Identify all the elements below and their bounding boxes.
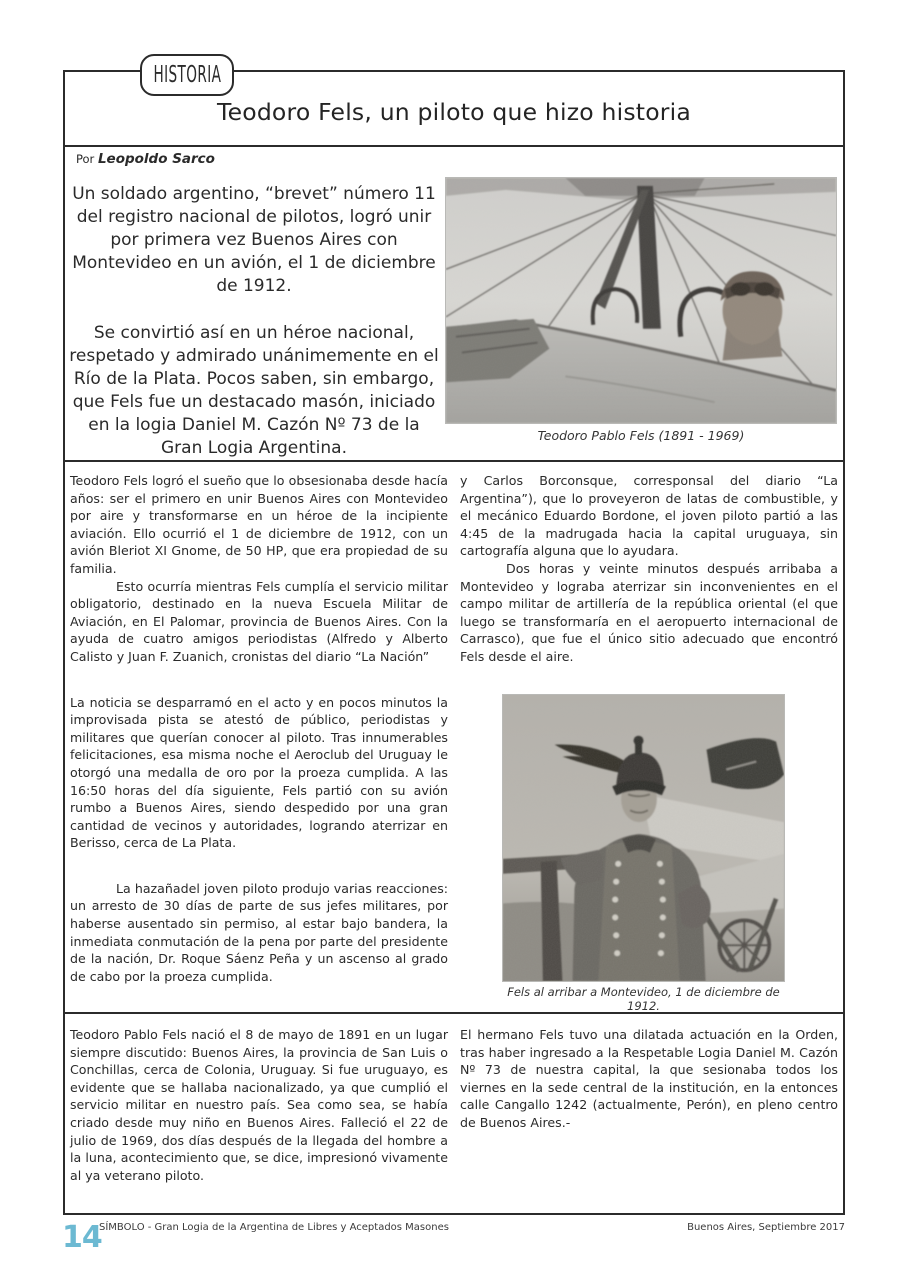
photo-soldier-figure: [502, 694, 785, 1013]
footer-issue-date: Buenos Aires, Septiembre 2017: [687, 1222, 845, 1233]
section-badge-label: HISTORIA: [153, 61, 221, 89]
body-paragraph: El hermano Fels tuvo una dilatada actuación en la Orden, tras haber ingresado a la Respetable Logia Daniel M. Cazón Nº 73 de nuestra capital, la que sesionaba todos los viernes en la sede central de la institución, en la entonces calle Cangallo 1242 (actualmente, Perón), en pleno centro de Buenos Aires.-: [460, 1027, 838, 1130]
body-paragraph: y Carlos Borconsque, corresponsal del diario “La Argentina”), que lo proveyeron de latas de combustible, y el mecánico Eduardo Bordone, el joven piloto partió a las 4:45 de la madrugada hacia la capital uruguaya, sin cartografía alguna que lo ayudara.: [460, 473, 838, 559]
body-paragraph: Dos horas y veinte minutos después arribaba a Montevideo y lograba aterrizar sin inconvenientes en el campo militar de artillería de la república oriental (el que luego se transformaría en el aeropuerto internacional de Carrasco), que fue el único sitio adecuado que encontró Fels desde el aire.: [460, 560, 838, 664]
body-paragraph: Esto ocurría mientras Fels cumplía el servicio militar obligatorio, destinado en la nueva Escuela Militar de Aviación, en El Palomar, provincia de Buenos Aires. Con la ayuda de cuatro amigos periodistas (Alfredo y Alberto Calisto y Juan F. Zuanich, cronistas del diario “La Nación”: [70, 578, 448, 664]
lead-paragraphs: [68, 183, 440, 484]
body-right-column: [460, 472, 838, 666]
byline-prefix: Por: [76, 152, 95, 166]
body-left-column: [70, 472, 448, 985]
body-paragraph: Teodoro Fels logró el sueño que lo obsesionaba desde hacía años: ser el primero en unir Buenos Aires con Montevideo por aire y transformarse en un héroe de la incipiente aviación. Ello ocurrió el 1 de diciembre de 1912, con un avión Bleriot XI Gnome, de 50 HP, que era propiedad de su familia.: [70, 473, 448, 576]
divider-above-bottom: [63, 1012, 845, 1014]
photo-pilot-caption: Teodoro Pablo Fels (1891 - 1969): [537, 428, 745, 443]
lead-paragraph-1: Un soldado argentino, “brevet” número 11 del registro nacional de pilotos, logró unir por primera vez Buenos Aires con Montevideo en un avión, el 1 de diciembre de 1912.: [72, 184, 436, 296]
bottom-left-column: [70, 1026, 448, 1184]
divider-under-title: [63, 145, 845, 147]
photo-pilot-cockpit-figure: [445, 177, 837, 443]
photo-pilot-cockpit: [445, 177, 837, 424]
page-number: 14: [62, 1220, 102, 1255]
divider-under-lead: [63, 460, 845, 462]
byline: [76, 151, 215, 167]
section-badge: [140, 54, 234, 96]
photo-soldier-caption: Fels al arribar a Montevideo, 1 de diciembre de 1912.: [507, 985, 780, 1013]
footer-publication: SÍMBOLO - Gran Logia de la Argentina de Libres y Aceptados Masones: [99, 1222, 449, 1233]
body-paragraph: Teodoro Pablo Fels nació el 8 de mayo de 1891 en un lugar siempre discutido: Buenos Aires, la provincia de San Luis o Conchillas, cerca de Colonia, Uruguay. Si fue uruguayo, es evidente que se hallaba nacionalizado, ya que cumplió el servicio militar en nuestro país. Sea como sea, se había criado desde muy niño en Buenos Aires. Falleció el 22 de julio de 1969, dos días después de la llegada del hombre a la luna, acontecimiento que, se dice, impresionó vivamente al ya veterano piloto.: [70, 1027, 448, 1183]
bottom-right-column: [460, 1026, 838, 1132]
body-paragraph: La noticia se desparramó en el acto y en pocos minutos la improvisada pista se atestó de público, periodistas y militares que querían conocer al piloto. Tras innumerables felicitaciones, esa misma noche el Aeroclub del Uruguay le otorgó una medalla de oro por la proeza cumplida. A las 16:50 horas del día siguiente, Fels partió con su avión rumbo a Buenos Aires, siendo despedido por una gran cantidad de vecinos y autoridades, logrando aterrizar en Berisso, cerca de La Plata.: [70, 694, 448, 851]
byline-author: Leopoldo Sarco: [97, 151, 215, 167]
lead-paragraph-2: Se convirtió así en un héroe nacional, respetado y admirado unánimemente en el Río de la Plata. Pocos saben, sin embargo, que Fels fue un destacado masón, iniciado en la logia Daniel M. Cazón Nº 73 de la Gran Logia Argentina.: [69, 323, 439, 458]
photo-soldier: [502, 694, 785, 982]
article-title: Teodoro Fels, un piloto que hizo historia: [217, 98, 691, 126]
body-paragraph: La hazañadel joven piloto produjo varias reacciones: un arresto de 30 días de parte de sus jefes militares, por haberse ausentado sin permiso, al estar bajo bandera, la inmediata conmutación de la pena por parte del presidente de la nación, Dr. Roque Sáenz Peña y un ascenso al grado de cabo por la proeza cumplida.: [70, 880, 448, 984]
